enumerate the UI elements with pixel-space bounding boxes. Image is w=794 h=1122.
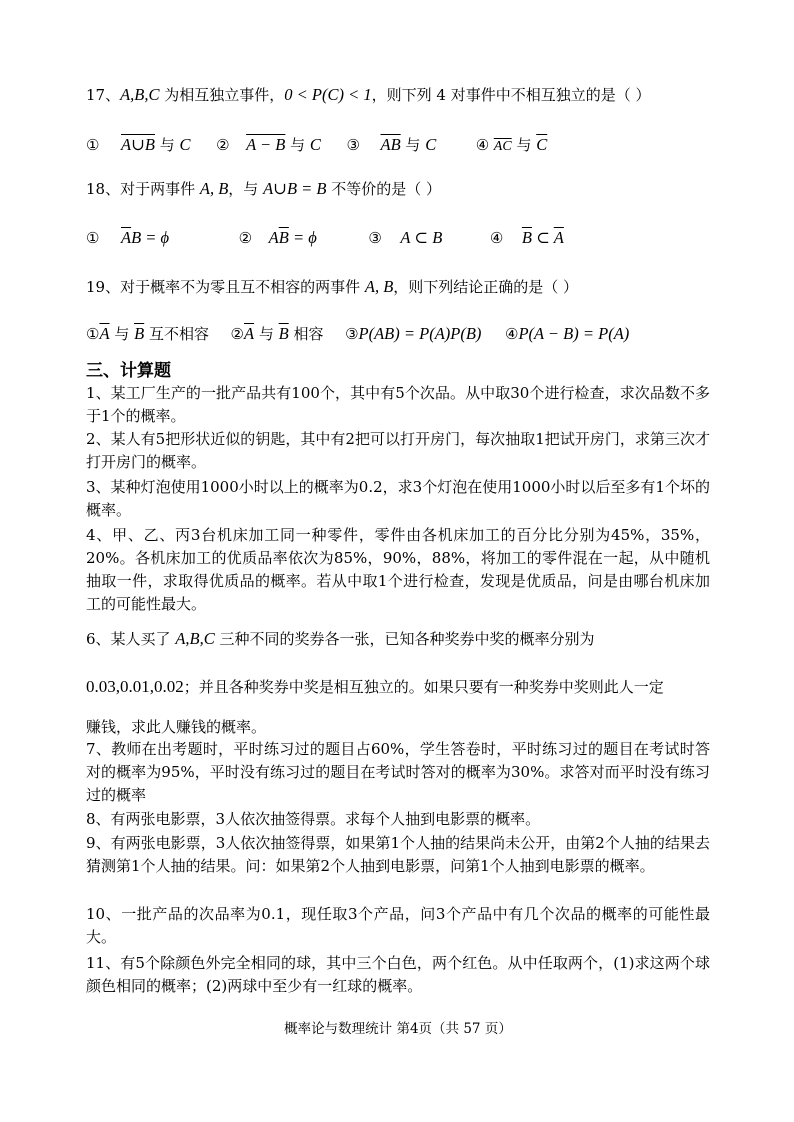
q19-opt1-b-bar: $\overline{B}$ — [134, 324, 145, 343]
q17-opt2-number: ② — [216, 136, 230, 154]
q17-opt1-expr: A∪B — [121, 135, 155, 154]
problem-8: 8、有两张电影票，3人依次抽签得票。求每个人抽到电影票的概率。 — [86, 810, 541, 828]
q18-opt3-number: ③ — [368, 229, 382, 247]
q18-math-events: A, B — [199, 179, 229, 198]
q19-opt2-a-bar: $\overline{A}$ — [243, 324, 255, 343]
q18-opt2-rest: = ϕ — [288, 228, 317, 247]
problem-6-line-2 — [86, 676, 664, 697]
problem-9: 9、有两张电影票，3人依次抽签得票，如果第1个人抽的结果尚未公开，由第2个人抽的结果去猜测第1个人抽的结果。问：如果第2个人抽到电影票，问第1个人抽到电影票的概率。 — [86, 834, 710, 875]
q17-opt4-conj: 与 — [511, 136, 537, 154]
q17-opt1-c: C — [179, 135, 191, 154]
q17-opt4-number: ④ — [475, 136, 490, 154]
q17-text2: ，则下列 4 对事件中不相互独立的是（ ） — [371, 86, 651, 104]
q17-text1: 为相互独立事件， — [159, 86, 285, 104]
q17-opt2-c: C — [309, 135, 321, 154]
problem-1: 1、某工厂生产的一批产品共有100个，其中有5个次品。从中取30个进行检查，求次品数不多于1个的概率。 — [86, 384, 710, 425]
q19-text1: ，则下列结论正确的是（ ） — [393, 278, 579, 296]
q18-opt1-number: ① — [86, 229, 100, 247]
q18-text1: ，与 — [228, 180, 264, 198]
q17-opt2-conj: 与 — [285, 136, 310, 154]
q18-opt1-a-bar: $\overline{A}$ — [121, 228, 132, 247]
q17-opt2-expr: A − B — [246, 135, 286, 154]
q19-opt1-a-bar: $\overline{A}$ — [99, 324, 110, 343]
problem-7: 7、教师在出考题时，平时练习过的题目占60%，学生答卷时，平时练习过的题目在考试时答对的概率为95%，平时没有练习过的题目在考试时答对的概率为30%。求答对而平时没有练习过的概率 — [86, 740, 710, 804]
question-18 — [86, 178, 441, 199]
q17-opt3-conj: 与 — [400, 136, 426, 154]
p6-line2-math: 0.03,0.01,0.02 — [86, 677, 184, 696]
q19-opt2-number: ② — [230, 325, 244, 343]
problem-4: 4、甲、乙、丙3台机床加工同一种零件，零件由各机床加工的百分比分别为45%，35%，20%。各机床加工的优质品率依次为85%，90%，88%，将加工的零件混在一起，从中随机抽取一件，求取得优质品的概率。若从中取1个进行检查，发现是优质品，问是由哪台机床加工的可能性最大。 — [86, 526, 710, 613]
q19-opt2-b-bar: $\overline{B}$ — [278, 324, 289, 343]
q17-opt3-c: C — [425, 135, 437, 154]
question-17 — [86, 84, 651, 105]
q17-math-prob: 0 < P(C) < 1 — [284, 85, 372, 104]
q18-opt2-number: ② — [238, 229, 253, 247]
q18-opt4-number: ④ — [489, 229, 504, 247]
q17-options — [86, 134, 547, 155]
q17-math-events: A,B,C — [120, 85, 160, 104]
p6-line1-text: 6、某人买了 — [86, 630, 176, 648]
q17-opt4-c: $\overline{C}$ — [536, 135, 548, 154]
q19-opt1-tail: 互不相容 — [144, 325, 209, 343]
problem-10: 10、一批产品的次品率为0.1，现任取3个产品，问3个产品中有几个次品的概率的可能性最大。 — [86, 905, 710, 946]
q19-opt1-number: ① — [86, 325, 100, 343]
q19-opt2-tail: 相容 — [288, 325, 324, 343]
problem-11: 11、有5个除颜色外完全相同的球，其中三个白色，两个红色。从中任取两个，(1)求这两个球颜色相同的概率；(2)两球中至少有一红球的概率。 — [86, 954, 710, 995]
q18-opt4-a-bar: $\overline{A}$ — [553, 228, 564, 247]
q18-prefix: 18、对于两事件 — [86, 180, 200, 198]
problem-3: 3、某种灯泡使用1000小时以上的概率为0.2，求3个灯泡在使用1000小时以后至多有1个坏的概率。 — [86, 478, 710, 519]
q18-opt3-expr: A ⊂ B — [400, 228, 443, 247]
q17-opt1-conj: 与 — [154, 136, 180, 154]
q17-opt3-number: ③ — [346, 136, 360, 154]
q19-opt3-number: ③ — [345, 325, 359, 343]
q18-opt4-b-bar: $\overline{B}$ — [521, 228, 532, 247]
p6-line1-rest: 三种不同的奖券各一张，已知各种奖券中奖的概率分别为 — [214, 630, 595, 648]
q17-opt3-expr: $\overline{AB}$ — [380, 135, 401, 154]
q19-opt3-expr: P(AB) = P(A)P(B) — [358, 324, 482, 343]
q18-opt1-rest: B = ϕ — [131, 228, 170, 247]
section-title: 三、计算题 — [86, 361, 171, 381]
q19-options — [86, 323, 629, 344]
q19-math-events: A, B — [364, 277, 394, 296]
q19-prefix: 19、对于概率不为零且互不相容的两事件 — [86, 278, 365, 296]
q18-opt2-b-bar: $\overline{B}$ — [278, 228, 289, 247]
q18-opt2-a: A — [268, 228, 279, 247]
q19-opt1-conj: 与 — [109, 325, 135, 343]
p6-line2-rest: ；并且各种奖券中奖是相互独立的。如果只要有一种奖券中奖则此人一定 — [183, 678, 664, 696]
q17-opt1-number: ① — [86, 136, 100, 154]
q19-opt4-number: ④ — [504, 325, 519, 343]
problem-6-line-1 — [86, 628, 595, 649]
question-19 — [86, 276, 578, 297]
q18-text2: 不等价的是（ ） — [326, 180, 442, 198]
problem-2: 2、某人有5把形状近似的钥匙，其中有2把可以打开房门，每次抽取1把试开房门，求第三次才打开房门的概率。 — [86, 430, 710, 471]
q19-opt2-conj: 与 — [254, 325, 279, 343]
q18-options — [86, 228, 564, 248]
page-footer: 概率论与数理统计 第4页（共 57 页） — [284, 1021, 512, 1037]
q18-math-union: A∪B = B — [263, 179, 327, 198]
q18-opt4-subset: ⊂ — [531, 228, 554, 247]
problem-6-line-3: 赚钱，求此人赚钱的概率。 — [86, 718, 267, 736]
p6-line1-math: A,B,C — [175, 629, 215, 648]
q17-prefix: 17、 — [86, 86, 121, 104]
q19-opt4-expr: P(A − B) = P(A) — [518, 324, 630, 343]
q17-opt4-expr: $\overline{AC}$ — [493, 139, 512, 154]
